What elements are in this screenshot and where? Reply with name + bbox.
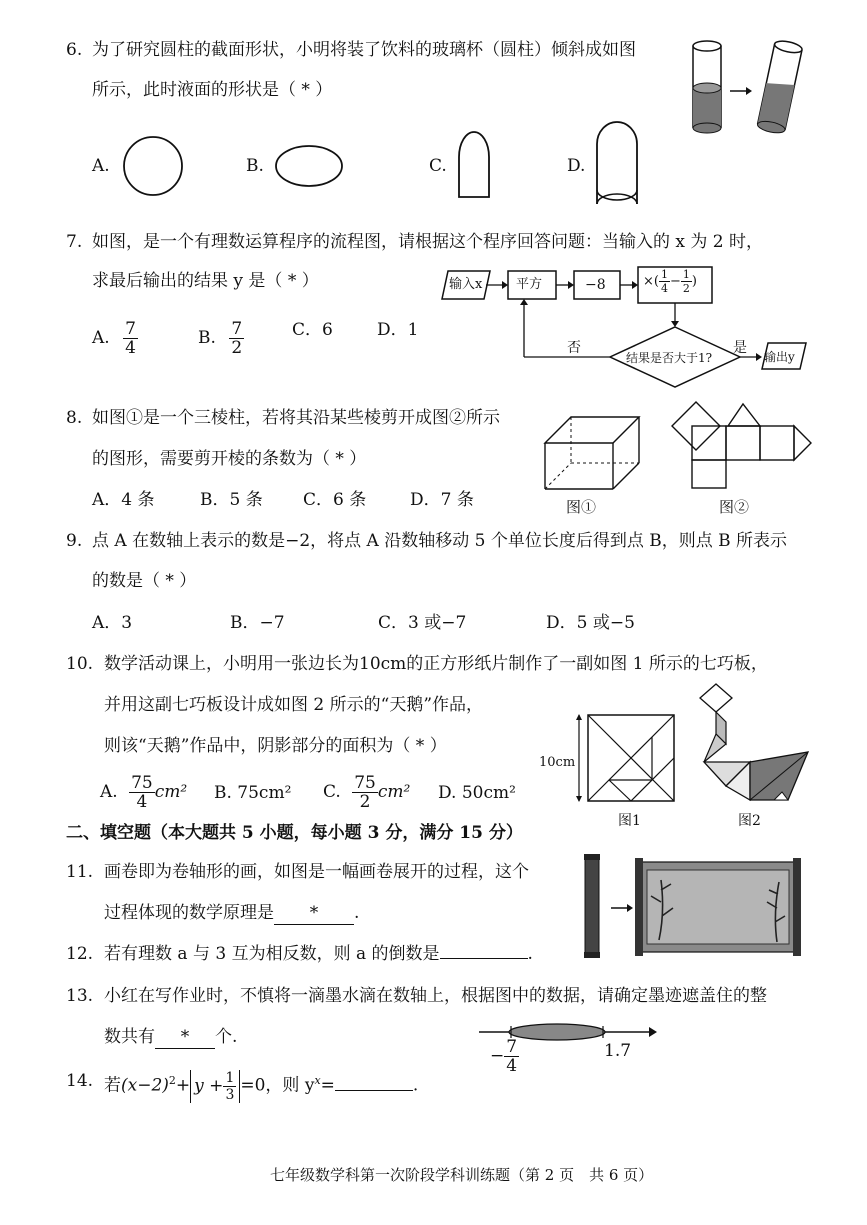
q6-line2: 所示，此时液面的形状是（ * ） [92,80,333,100]
q7-line1: 如图，是一个有理数运算程序的流程图，请根据这个程序回答问题：当输入的 x 为 2 时， [92,232,764,252]
q9-option-c: C．3 或−7 [378,613,467,633]
flow-square-label: 平方 [516,277,543,292]
q12-text: 若有理数 a 与 3 互为相反数，则 a 的倒数是 . [104,944,533,964]
q9-number: 9. [66,531,83,551]
flow-output-label: 输出y [764,350,795,364]
q6-arch-shape [457,131,491,199]
q13-left-value: − $\frac{7}{4}$ [490,1037,518,1076]
q10-side-label: 10cm [539,755,576,770]
section2-heading: 二、填空题（本大题共 5 小题，每小题 3 分，满分 15 分） [66,823,523,843]
q10-line3: 则该“天鹅”作品中，阴影部分的面积为（ * ） [104,736,447,756]
q8-option-a: A．4 条 [92,490,155,510]
q8-line2: 的图形，需要剪开棱的条数为（ * ） [92,449,367,469]
q9-option-a: A．3 [92,613,133,633]
q13-blank[interactable]: * [155,1026,215,1049]
q13-number: 13. [66,986,94,1006]
q10-option-b: B. 75cm² [214,783,292,803]
q9-option-b: B．−7 [230,613,285,633]
q13-line2: 数共有 * 个. [104,1027,238,1047]
q10-line1: 数学活动课上，小明用一张边长为10cm的正方形纸片制作了一副如图 1 所示的七巧板， [104,654,768,674]
q11-blank[interactable]: * [274,902,354,925]
q6-line1: 为了研究圆柱的截面形状，小明将装了饮料的玻璃杯（圆柱）倾斜成如图 [92,40,636,60]
q8-number: 8. [66,408,83,428]
q8-prism-figure [543,413,643,493]
q8-option-b: B．5 条 [200,490,263,510]
q8-fig1-caption: 图① [566,498,597,516]
q6-option-b: B. [246,156,264,176]
flow-input-label: 输入x [449,277,483,292]
q6-cut-arch-shape [594,120,640,206]
q6-circle-shape [122,137,186,197]
q8-option-c: C．6 条 [303,490,367,510]
flow-yes-label: 是 [733,340,747,356]
q7-option-b: B. $\frac{7}{2}$ [198,319,243,358]
q12-number: 12. [66,944,94,964]
q7-number: 7. [66,232,83,252]
q6-option-d: D. [567,156,586,176]
q7-option-d: D．1 [377,320,419,340]
q8-option-d: D．7 条 [410,490,474,510]
q7-option-a: A. $\frac{7}{4}$ [92,319,136,358]
q10-tangram-figure [572,712,678,804]
q14-number: 14. [66,1071,94,1091]
q10-fig1-caption: 图1 [618,813,641,829]
q11-number: 11. [66,862,94,882]
q10-option-c: C. $\frac{75}{2}$ cm² [323,773,411,812]
q14-blank[interactable] [335,1090,413,1091]
q10-number: 10. [66,654,94,674]
q8-net-figure [668,398,814,490]
q10-fig2-caption: 图2 [738,813,761,829]
q13-line1: 小红在写作业时，不慎将一滴墨水滴在数轴上，根据图中的数据，请确定墨迹遮盖住的整 [104,986,767,1006]
page-footer: 七年级数学科第一次阶段学科训练题（第 2 页 共 6 页） [270,1166,654,1184]
q9-line2: 的数是（ * ） [92,571,197,591]
q14-equation: 若$(x-2)^2+ y$ + $\frac{1}{3}$ =0，则 $y^x=$ . [104,1069,419,1103]
q6-glass-figure [690,36,810,146]
q11-line2: 过程体现的数学原理是 * . [104,903,360,923]
q10-line2: 并用这副七巧板设计成如图 2 所示的“天鹅”作品， [104,695,484,715]
q12-blank[interactable] [440,958,528,959]
q11-line1: 画卷即为卷轴形的画，如图是一幅画卷展开的过程，这个 [104,862,529,882]
flow-multiply-label: ×( $\frac{1}{4}$ − $\frac{1}{2}$ ) [643,268,697,295]
flow-no-label: 否 [567,340,581,356]
q9-option-d: D．5 或−5 [546,613,635,633]
q10-option-a: A. $\frac{75}{4}$ cm² [100,773,188,812]
q6-ellipse-shape [275,145,345,189]
q8-fig2-caption: 图② [719,498,750,516]
q7-flowchart [440,265,810,395]
flow-decision-label: 结果是否大于1? [626,351,713,365]
q6-number: 6. [66,40,83,60]
q10-option-d: D. 50cm² [438,783,516,803]
q6-option-c: C. [429,156,447,176]
q11-scroll-figure [581,852,807,960]
q9-line1: 点 A 在数轴上表示的数是−2，将点 A 沿数轴移动 5 个单位长度后得到点 B，则点 B 所表示 [92,531,788,551]
flow-minus-label: −8 [585,277,606,293]
q7-option-c: C．6 [292,320,333,340]
q8-line1: 如图①是一个三棱柱，若将其沿某些棱剪开成图②所示 [92,408,500,428]
q6-option-a: A. [92,156,110,176]
q7-line2: 求最后输出的结果 y 是（ * ） [92,271,319,291]
q13-right-value: 1.7 [604,1041,632,1061]
q10-swan-figure [690,682,812,804]
